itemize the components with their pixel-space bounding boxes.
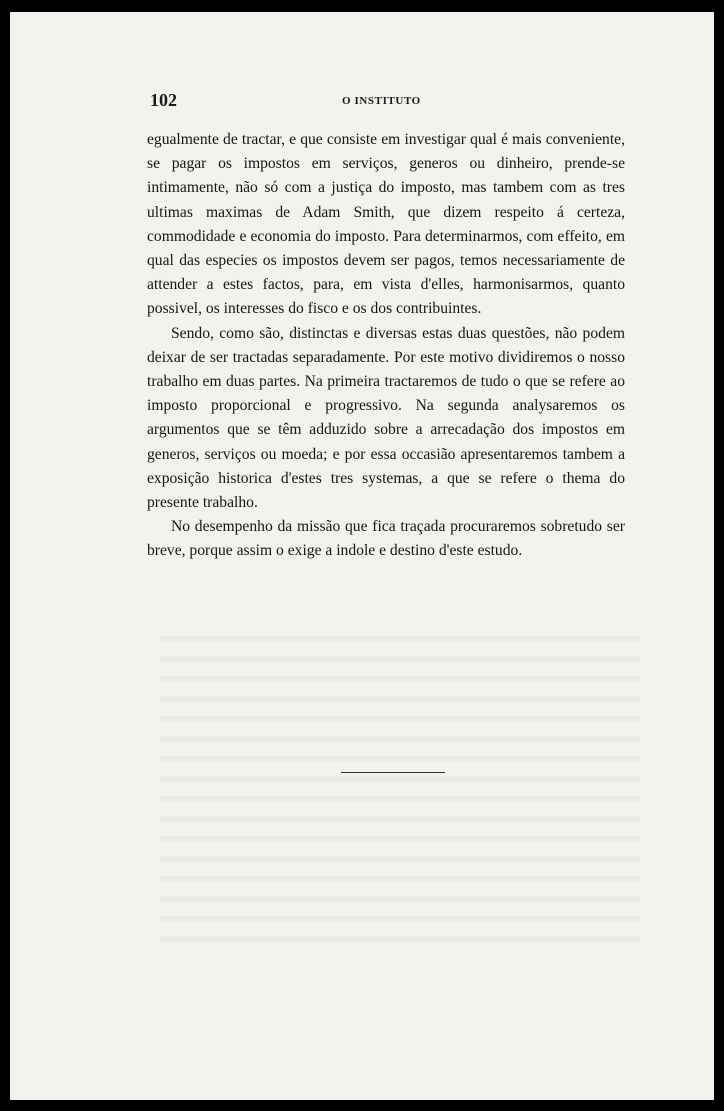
- page-header: [150, 90, 634, 116]
- paragraph: No desempenho da missão que fica traçada procuraremos sobretudo ser breve, porque assim o exige a indole e destino d'este estudo.: [147, 518, 625, 560]
- page-number: 102: [150, 90, 177, 110]
- book-page: [10, 12, 714, 1100]
- body-text: [147, 128, 625, 564]
- show-through-texture: [160, 622, 640, 952]
- paragraph-continued: egualmente de tractar, e que consiste em investigar qual é mais conveniente, se pagar os impostos em serviços, generos ou dinheiro, prende-se intimamente, não só com a justiça do imposto, mas tambem com as tres ultimas maximas de Adam Smith, que dizem respeito á certeza, commodidade e economia do imposto. Para determinarmos, com effeito, em qual das especies os impostos devem ser pagos, temos necessariamente de attender a estes factos, para, em vista d'elles, harmonisarmos, quanto possivel, os interesses do fisco e os dos contribuintes.: [147, 131, 625, 318]
- running-title: O INSTITUTO: [342, 95, 421, 107]
- section-divider: [341, 772, 445, 773]
- paragraph: Sendo, como são, distinctas e diversas estas duas questões, não podem deixar de ser tractadas separadamente. Por este motivo dividiremos o nosso trabalho em duas partes. Na primeira tractaremos de tudo o que se refere ao imposto proporcional e progressivo. Na segunda analysaremos os argumentos que se têm adduzido sobre a arrecadação dos impostos em generos, serviços ou moeda; e por essa occasião apresentaremos tambem a exposição historica d'estes tres systemas, a que se refere o thema do presente trabalho.: [147, 324, 625, 512]
